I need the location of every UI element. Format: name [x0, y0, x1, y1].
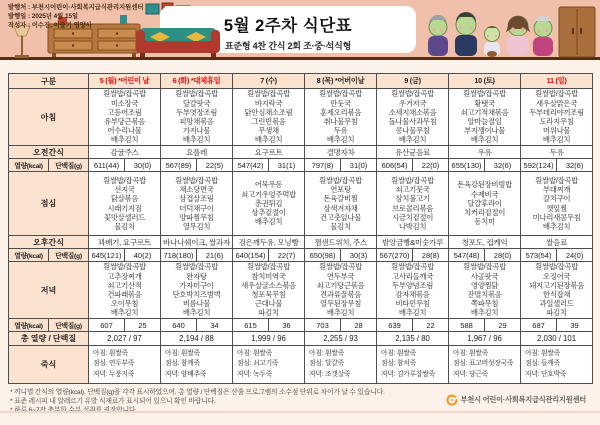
menu-item: 양파찜무침	[179, 212, 214, 222]
publish-date-line: 발행일 : 2025년 4월 15일	[8, 13, 79, 20]
porridge-item: 저녁: 누룽지죽	[93, 370, 135, 378]
menu-item: 그린빈볶음	[251, 117, 286, 126]
menu-item: 동치미	[474, 217, 495, 227]
menu-item: 비타민무침	[395, 299, 430, 309]
menu-item: 두부양념조림	[392, 280, 434, 290]
menu-item: 채소당면국	[179, 185, 214, 195]
menu-item: 열무된장무침	[320, 299, 362, 309]
menu-item: 배추김치	[542, 221, 571, 231]
cell-breakfast-day3	[305, 89, 377, 146]
menu-item: 두부엿장조림	[176, 107, 218, 117]
row-porridge	[9, 346, 593, 384]
menu-item: 근대나물	[254, 299, 283, 309]
menu-item: 고사리들깨국	[392, 271, 434, 281]
footer-logo	[446, 394, 586, 406]
cell-breakfast-day2	[233, 89, 305, 146]
menu-item: 흰쌀밥/잡곡밥	[535, 175, 578, 185]
cell-b_kcal-day1: 567(89)	[161, 159, 197, 172]
bottom-divider	[0, 411, 600, 413]
porridge-item: 점심: 연두부죽	[93, 360, 135, 368]
cell-b_prot-day5: 32(6)	[485, 159, 521, 172]
cell-l_kcal-day5: 547(48)	[449, 249, 485, 262]
cell-dinner-day5	[449, 262, 521, 319]
menu-item: 흰쌀밥/잡곡밥	[103, 262, 146, 272]
cell-porridge-day1	[161, 346, 233, 384]
cell-dinner-day6	[521, 262, 593, 319]
page-subtitle: 표준형 4찬 간식 2회 조·중·석식형	[224, 41, 352, 51]
menu-item: 가지나물	[182, 126, 211, 136]
cell-am_snack-day4: 유산균음료	[377, 146, 449, 159]
menu-item: 과일샐러드	[539, 299, 574, 309]
menu-item: 유부당근볶음	[103, 117, 146, 126]
publication-meta	[8, 3, 143, 30]
menu-item: 흰쌀밥/잡곡밥	[103, 175, 146, 185]
cell-lunch-day2	[233, 172, 305, 236]
cell-b_prot-day3: 31(0)	[341, 159, 377, 172]
row-nutrition-breakfast	[9, 159, 593, 172]
cell-porridge-day4	[377, 346, 449, 384]
menu-item: 무생채	[258, 126, 279, 136]
cell-d_prot-day3: 28	[341, 319, 377, 332]
menu-item: 쇠고기적채볶음	[460, 107, 509, 117]
menu-item: 흰쌀밥/잡곡밥	[319, 175, 362, 185]
porridge-item: 아침: 흰쌀죽	[165, 349, 200, 357]
menu-item: 참치미역국	[251, 271, 286, 281]
cell-pm_snack-day1: 바나나쉐이크, 쌀과자	[161, 236, 233, 249]
menu-item: 단호박치즈범벅	[172, 290, 221, 299]
row-dinner	[9, 262, 593, 319]
cell-breakfast-day1	[161, 89, 233, 146]
menu-item: 바지락국	[254, 98, 283, 108]
menu-item: 쪽파무침	[470, 299, 499, 309]
menu-item: 훈제오리볶음	[320, 107, 362, 117]
row-total	[9, 332, 593, 346]
menu-item: 머위나물	[542, 126, 571, 136]
menu-item: 흰쌀밥/잡곡밥	[391, 262, 434, 272]
menu-table	[8, 73, 593, 384]
cell-porridge-day2	[233, 346, 305, 384]
cell-d_kcal-day2: 615	[233, 319, 269, 332]
cell-breakfast-day6	[521, 89, 593, 146]
menu-item: 취나물무침	[323, 117, 358, 126]
kcal-label-lunch: 열량(kcal)	[9, 249, 49, 262]
menu-item: 콩나물무침	[395, 126, 430, 136]
footer-logo-text: 부천시 어린이·사회복지급식관리지원센터	[460, 395, 586, 404]
row-am_snack	[9, 146, 593, 159]
menu-item: 황탯국	[474, 98, 495, 108]
menu-item: 오징어국	[542, 271, 571, 281]
cell-l_prot-day1: 21(6)	[197, 249, 233, 262]
cell-porridge-day5	[449, 346, 521, 384]
menu-item: 삼색겨자채	[323, 203, 358, 213]
menu-item: 견과류꿀볶음	[320, 290, 362, 299]
cell-l_kcal-day3: 650(98)	[305, 249, 341, 262]
cell-lunch-day0	[89, 172, 161, 236]
cell-total-day0: 2,027 / 97	[89, 332, 161, 346]
protein-label-dinner: 단백질(g)	[49, 319, 89, 332]
menu-item: 두유	[333, 126, 348, 136]
menu-item: 미소장국	[110, 98, 139, 108]
menu-item: 달걀후라이	[467, 198, 502, 208]
menu-item: 배추김치	[182, 308, 211, 318]
menu-item: 꽃맛살샐러드	[103, 212, 146, 222]
title-box	[160, 6, 416, 53]
menu-item: 미나리새콤무침	[532, 212, 581, 222]
cell-pm_snack-day2: 검은깨두유, 모닝빵	[233, 236, 305, 249]
porridge-item: 저녁: 조갯살죽	[309, 370, 351, 378]
cell-lunch-day4	[377, 172, 449, 236]
cell-d_kcal-day3: 703	[305, 319, 341, 332]
menu-item: 흰쌀밥/잡곡밥	[319, 89, 362, 99]
protein-label-breakfast: 단백질(g)	[49, 159, 89, 172]
menu-item: 파김치	[546, 308, 567, 318]
cell-b_prot-day1: 22(5)	[197, 159, 233, 172]
row-label-pm_snack: 오후간식	[9, 236, 89, 249]
menu-item: 쇠고기산적	[107, 280, 142, 290]
menu-item: 시래기지짐	[107, 203, 142, 213]
menu-item: 흰쌀밥/잡곡밥	[535, 262, 578, 272]
menu-item: 배추김치	[542, 135, 571, 145]
menu-item: 흰쌀밥/잡곡밥	[175, 262, 218, 272]
menu-item: 배추김치	[182, 135, 211, 145]
menu-item: 상추겉절이	[251, 208, 286, 218]
menu-item: 쇠고기우엉주먹밥	[241, 189, 296, 199]
footnote-1: * 끼니별 간식의 열량(kcal), 단백질(g)을 각각 표시하였으며, 총 열량 / 단백질은 산출 프로그램의 소수점 단위로 차이가 날 수 있습니다.	[10, 389, 385, 396]
corner-cell: 구분	[9, 74, 89, 89]
menu-item: 흰쌀밥/잡곡밥	[463, 89, 506, 99]
cell-pm_snack-day4: 밤앙금빵&미숫가루	[377, 236, 449, 249]
cell-l_prot-day6: 24(0)	[557, 249, 593, 262]
porridge-item: 저녁: 양배추죽	[165, 370, 207, 378]
menu-item: 흰쌀밥/잡곡밥	[535, 89, 578, 99]
cell-am_snack-day6: 두유	[521, 146, 593, 159]
menu-item: 어묵우동	[254, 180, 283, 190]
menu-item: 물김치	[330, 221, 351, 231]
porridge-item: 점심: 참치죽	[381, 360, 416, 368]
cell-dinner-day1	[161, 262, 233, 319]
menu-item: 우거지국	[398, 98, 427, 108]
cell-d_prot-day2: 36	[269, 319, 305, 332]
menu-item: 배추김치	[398, 135, 427, 145]
cell-b_prot-day6: 32(6)	[557, 159, 593, 172]
menu-item: 춘권튀김	[254, 198, 283, 208]
cell-dinner-day4	[377, 262, 449, 319]
porridge-item: 저녁: 단호박죽	[525, 370, 567, 378]
cell-total-day5: 1,967 / 96	[449, 332, 521, 346]
cell-dinner-day3	[305, 262, 377, 319]
cell-d_kcal-day0: 607	[89, 319, 125, 332]
menu-item: 새우살굴소스볶음	[241, 280, 296, 290]
cell-lunch-day5	[449, 172, 521, 236]
author-line: 작성자 : 이수진, 이슬기 영양사	[8, 22, 92, 29]
menu-item: 감자채볶음	[395, 290, 430, 299]
porridge-item: 아침: 흰쌀죽	[381, 349, 416, 357]
menu-item: 고추장찌개	[107, 271, 142, 281]
menu-item: 흰쌀밥/잡곡밥	[247, 262, 290, 272]
menu-item: 흰쌀밥/잡곡밥	[391, 175, 434, 185]
menu-item: 열무김치	[182, 221, 211, 231]
menu-item: 건파래볶음	[107, 290, 142, 299]
row-label-dinner: 저녁	[9, 262, 89, 319]
menu-item: 배추김치	[254, 135, 283, 145]
menu-item: 돼지고기된장볶음	[529, 280, 584, 290]
porridge-item: 아침: 흰쌀죽	[237, 349, 272, 357]
menu-item: 도라지무침	[539, 117, 574, 126]
cell-total-day4: 2,135 / 80	[377, 332, 449, 346]
row-label-am_snack: 오전간식	[9, 146, 89, 159]
menu-item: 갈치구이	[542, 194, 571, 204]
cell-breakfast-day0	[89, 89, 161, 146]
menu-item: 부대찌개	[542, 185, 571, 195]
cell-l_kcal-day6: 573(54)	[521, 249, 557, 262]
cell-b_prot-day0: 30(0)	[125, 159, 161, 172]
row-breakfast	[9, 89, 593, 146]
menu-item: 가자미구이	[179, 280, 214, 290]
cell-am_snack-day1: 요플레	[161, 146, 233, 159]
menu-item: 청포묵무침	[251, 290, 286, 299]
porridge-item: 아침: 흰쌀죽	[525, 349, 560, 357]
menu-item: 닭살볶음	[110, 194, 139, 204]
menu-table-body	[9, 74, 593, 384]
menu-item: 나박김치	[398, 221, 427, 231]
cell-total-day1: 2,194 / 88	[161, 332, 233, 346]
cell-d_kcal-day1: 640	[161, 319, 197, 332]
menu-item: 더덕채구이	[179, 203, 214, 213]
cell-porridge-day3	[305, 346, 377, 384]
cell-dinner-day0	[89, 262, 161, 319]
header-banner	[0, 0, 600, 60]
menu-item: 흰쌀밥/잡곡밥	[247, 89, 290, 99]
menu-item: 부지깽이나물	[464, 126, 506, 136]
cell-l_prot-day5: 28(0)	[485, 249, 521, 262]
menu-item: 어수리나물	[107, 126, 142, 136]
menu-item: 연두부국	[326, 271, 355, 281]
day-header-0: 5 (월) *어린이 날	[89, 74, 161, 89]
cell-l_kcal-day4: 567(270)	[377, 249, 413, 262]
menu-item: 비름나물	[182, 299, 211, 309]
menu-item: 깻잎찜	[546, 203, 567, 213]
cell-b_kcal-day6: 592(124)	[521, 159, 557, 172]
day-header-2: 7 (수)	[233, 74, 305, 89]
menu-item: 흰쌀밥/잡곡밥	[175, 175, 218, 185]
cell-d_prot-day4: 22	[413, 319, 449, 332]
menu-item: 피망채볶음	[179, 117, 214, 126]
cell-lunch-day3	[305, 172, 377, 236]
header-row	[9, 74, 593, 89]
cell-pm_snack-day5: 청포도, 컵케익	[449, 236, 521, 249]
cell-l_prot-day3: 30(3)	[341, 249, 377, 262]
porridge-item: 저녁: 당근죽	[453, 370, 488, 378]
porridge-item: 점심: 달걀죽	[309, 360, 344, 368]
cell-total-day6: 2,030 / 101	[521, 332, 593, 346]
publisher-line: 발행처 : 부천시어린이·사회복지급식관리지원센터	[8, 4, 144, 11]
menu-item: 돈육갈비찜	[323, 194, 358, 204]
menu-item: 돈육강된장비빔밥	[457, 180, 512, 190]
cell-l_kcal-day0: 645(121)	[89, 249, 125, 262]
cell-am_snack-day3: 결명자차	[305, 146, 377, 159]
row-label-breakfast: 아침	[9, 89, 89, 146]
row-label-total: 총 열량 / 단백질	[9, 332, 89, 346]
menu-item: 연포탕	[330, 185, 351, 195]
cell-d_kcal-day4: 639	[377, 319, 413, 332]
porridge-item: 점심: 들깨죽	[525, 360, 560, 368]
menu-item: 영양찜닭	[470, 280, 499, 290]
cell-pm_snack-day3: 잼샌드위치, 주스	[305, 236, 377, 249]
menu-item: 흰쌀밥/잡곡밥	[391, 89, 434, 99]
menu-item: 소세지채소볶음	[388, 107, 437, 117]
cell-b_kcal-day2: 547(42)	[233, 159, 269, 172]
row-label-porridge: 죽식	[9, 346, 89, 384]
cell-am_snack-day0: 감귤주스	[89, 146, 161, 159]
cell-b_kcal-day5: 655(130)	[449, 159, 485, 172]
protein-label-lunch: 단백질(g)	[49, 249, 89, 262]
cell-d_prot-day0: 25	[125, 319, 161, 332]
menu-item: 배추김치	[398, 308, 427, 318]
cell-pm_snack-day6: 쌀음료	[521, 236, 593, 249]
menu-item: 돌나물사과무침	[388, 117, 437, 126]
menu-item: 삼겹살조림	[179, 194, 214, 204]
footnote-2: * 표준 레시피 내 알레르기 유발 식재료가 표시되어 있으니 확인 바랍니다.	[10, 397, 216, 405]
menu-item: 닭안심채소조림	[244, 107, 293, 117]
menu-item: 흰쌀밥/잡곡밥	[103, 89, 146, 99]
cell-b_prot-day4: 22(0)	[413, 159, 449, 172]
menu-item: 사골팟국	[470, 271, 499, 281]
menu-item: 한식잡채	[542, 290, 571, 299]
cell-b_prot-day2: 31(1)	[269, 159, 305, 172]
cell-d_kcal-day6: 687	[521, 319, 557, 332]
menu-item: 삼치불고기	[395, 194, 430, 204]
day-header-1: 6 (화) *대체휴일	[161, 74, 233, 89]
cell-b_kcal-day3: 797(8)	[305, 159, 341, 172]
menu-item: 배추김치	[110, 135, 139, 145]
menu-item: 치커리겉절이	[464, 208, 506, 218]
cell-l_kcal-day2: 640(154)	[233, 249, 269, 262]
menu-item: 배추김치	[326, 308, 355, 318]
row-nutrition-dinner	[9, 319, 593, 332]
cell-pm_snack-day0: 꽈배기, 요구르트	[89, 236, 161, 249]
center-smiley-icon	[446, 394, 458, 406]
day-header-6: 11 (일)	[521, 74, 593, 89]
kcal-label-breakfast: 열량(kcal)	[9, 159, 49, 172]
menu-item: 달걀팟국	[182, 98, 211, 108]
row-pm_snack	[9, 236, 593, 249]
menu-item: 흰쌀밥/잡곡밥	[319, 262, 362, 272]
porridge-item: 점심: 쇠고기죽	[237, 360, 279, 368]
porridge-item: 점심: 참깨죽	[165, 360, 200, 368]
cell-l_prot-day2: 22(7)	[269, 249, 305, 262]
cell-total-day2: 1,999 / 96	[233, 332, 305, 346]
lamp-icon	[14, 26, 30, 58]
menu-item: 고등어조림	[107, 107, 142, 117]
cell-b_kcal-day4: 606(54)	[377, 159, 413, 172]
cell-lunch-day6	[521, 172, 593, 236]
cell-lunch-day1	[161, 172, 233, 236]
menu-item: 건고춧잎나물	[320, 212, 362, 222]
row-nutrition-lunch	[9, 249, 593, 262]
cell-dinner-day2	[233, 262, 305, 319]
cell-d_prot-day6: 39	[557, 319, 593, 332]
menu-item: 파김치	[258, 308, 279, 318]
menu-item: 만둣국	[330, 98, 351, 108]
porridge-item: 저녁: 김가루찹쌀죽	[381, 370, 435, 378]
menu-item: 알마늘절임	[467, 117, 502, 126]
cell-d_kcal-day5: 588	[449, 319, 485, 332]
row-lunch	[9, 172, 593, 236]
menu-item: 선지국	[114, 185, 135, 195]
cell-l_prot-day0: 40(2)	[125, 249, 161, 262]
porridge-item: 아침: 흰쌀죽	[93, 349, 128, 357]
kcal-label-dinner: 열량(kcal)	[9, 319, 49, 332]
menu-item: 시금치겉절이	[392, 212, 434, 222]
menu-item: 흰쌀밥/잡곡밥	[463, 262, 506, 272]
cell-l_prot-day4: 28(8)	[413, 249, 449, 262]
cell-am_snack-day2: 요구르트	[233, 146, 305, 159]
cell-breakfast-day5	[449, 89, 521, 146]
porridge-item: 아침: 흰쌀죽	[309, 349, 344, 357]
cell-porridge-day6	[521, 346, 593, 384]
cell-total-day3: 2,255 / 93	[305, 332, 377, 346]
menu-item: 완자탕	[186, 271, 207, 281]
menu-item: 배추김치	[110, 308, 139, 318]
menu-item: 쇠고기당근볶음	[316, 280, 365, 290]
day-header-3: 8 (목) *어버이날	[305, 74, 377, 89]
menu-item: 배추김치	[326, 135, 355, 145]
menu-item: 잔멸치볶음	[467, 290, 502, 299]
menu-item: 흰쌀밥/잡곡밥	[175, 89, 218, 99]
menu-item: 쇠고기뭇국	[395, 185, 430, 195]
row-label-lunch: 점심	[9, 172, 89, 236]
menu-item: 두부데리야끼조림	[529, 107, 584, 117]
menu-item: 물김치	[114, 221, 135, 231]
day-header-4: 9 (금)	[377, 74, 449, 89]
porridge-item: 아침: 흰쌀죽	[453, 349, 488, 357]
page-title: 5월 2주차 식단표	[223, 17, 353, 35]
menu-item: 새우살맑은국	[536, 98, 578, 108]
cell-b_kcal-day0: 611(44)	[89, 159, 125, 172]
cell-d_prot-day5: 29	[485, 319, 521, 332]
menu-item: 오이무침	[110, 299, 139, 309]
menu-item: 배추김치	[470, 135, 499, 145]
porridge-item: 점심: 표고버섯장국죽	[453, 360, 514, 368]
menu-item: 배추김치	[254, 217, 283, 227]
cell-breakfast-day4	[377, 89, 449, 146]
cell-l_kcal-day1: 718(180)	[161, 249, 197, 262]
cell-am_snack-day5: 우유	[449, 146, 521, 159]
menu-item: 수제비국	[470, 189, 499, 199]
cell-d_prot-day1: 34	[197, 319, 233, 332]
day-header-5: 10 (토)	[449, 74, 521, 89]
menu-item: 브로콜리볶음	[392, 203, 434, 213]
cell-porridge-day0	[89, 346, 161, 384]
porridge-item: 저녁: 녹두죽	[237, 370, 272, 378]
menu-item: 배추김치	[470, 308, 499, 318]
